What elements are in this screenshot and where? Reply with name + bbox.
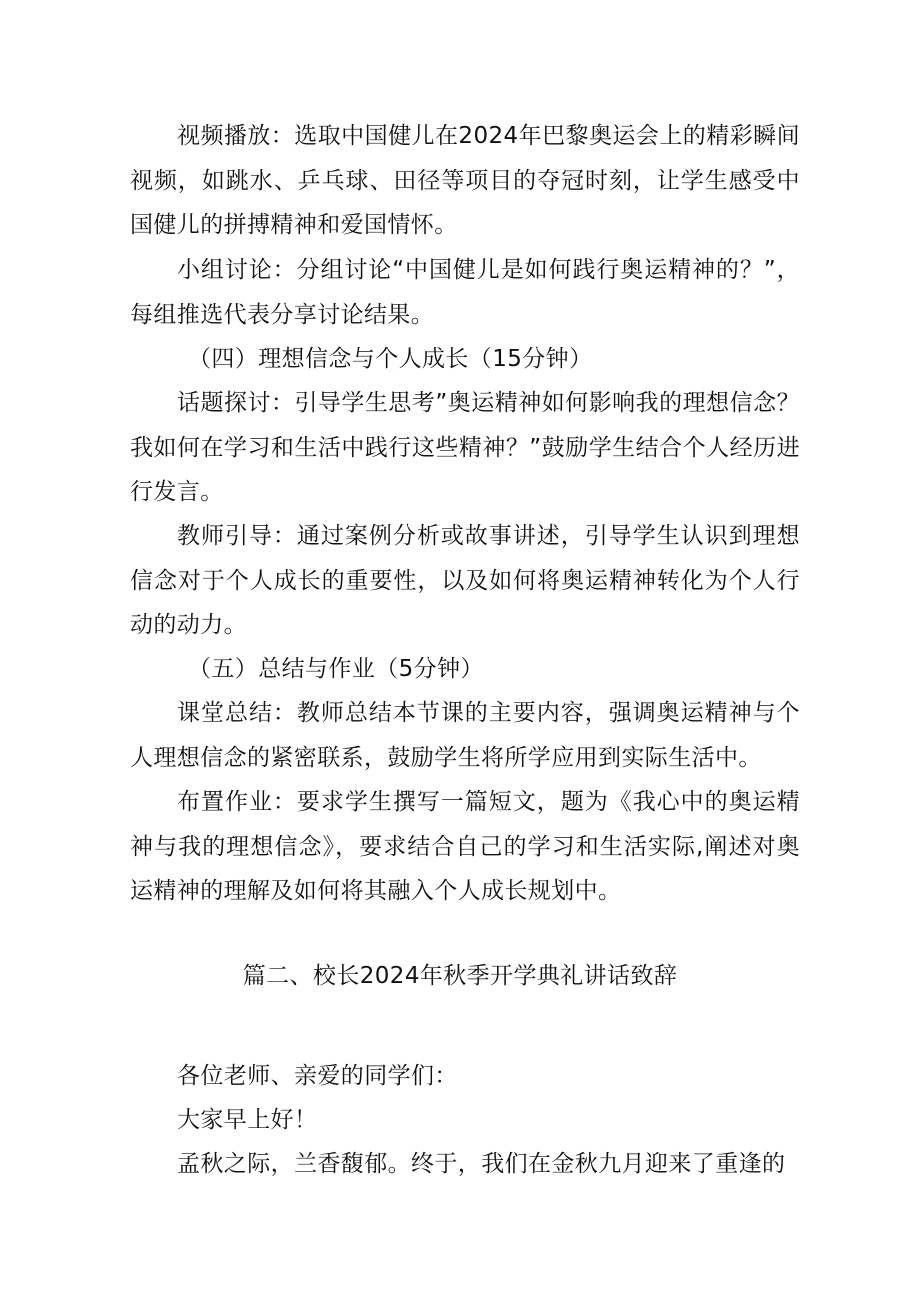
paragraph-homework: 布置作业：要求学生撰写一篇短文，题为《我心中的奥运精神与我的理想信念》，要求结合自己的学习和生活实际,阐述对奥运精神的理解及如何将其融入个人成长规划中。	[130, 789, 800, 904]
opening-line: 孟秋之际，兰香馥郁。终于，我们在金秋九月迎来了重逢的	[177, 1151, 786, 1177]
salutation: 各位老师、亲爱的同学们：	[177, 1063, 458, 1089]
paragraph-group-discussion: 小组讨论：分组讨论“中国健儿是如何践行奥运精神的？”，每组推选代表分享讨论结果。	[130, 257, 800, 328]
paragraph-topic-discussion: 话题探讨：引导学生思考”奥运精神如何影响我的理想信念？我如何在学习和生活中践行这些精神？”鼓励学生结合个人经历进行发言。	[130, 390, 800, 505]
heading-section-5: （五）总结与作业（5分钟）	[188, 656, 484, 682]
paragraph-class-summary: 课堂总结：教师总结本节课的主要内容，强调奥运精神与个人理想信念的紧密联系，鼓励学生将所学应用到实际生活中。	[130, 700, 800, 771]
paragraph-video-play: 视频播放：选取中国健儿在2024年巴黎奥运会上的精彩瞬间视频，如跳水、乒乓球、田径等项目的夺冠时刻，让学生感受中国健儿的拼搏精神和爱国情怀。	[130, 123, 800, 238]
greeting: 大家早上好！	[177, 1107, 318, 1133]
paragraph-teacher-guidance: 教师引导：通过案例分析或故事讲述，引导学生认识到理想信念对于个人成长的重要性，以及如何将奥运精神转化为个人行动的动力。	[130, 523, 800, 638]
part2-title: 篇二、校长2024年秋季开学典礼讲话致辞	[242, 963, 678, 989]
heading-section-4: （四）理想信念与个人成长（15分钟）	[188, 346, 593, 372]
